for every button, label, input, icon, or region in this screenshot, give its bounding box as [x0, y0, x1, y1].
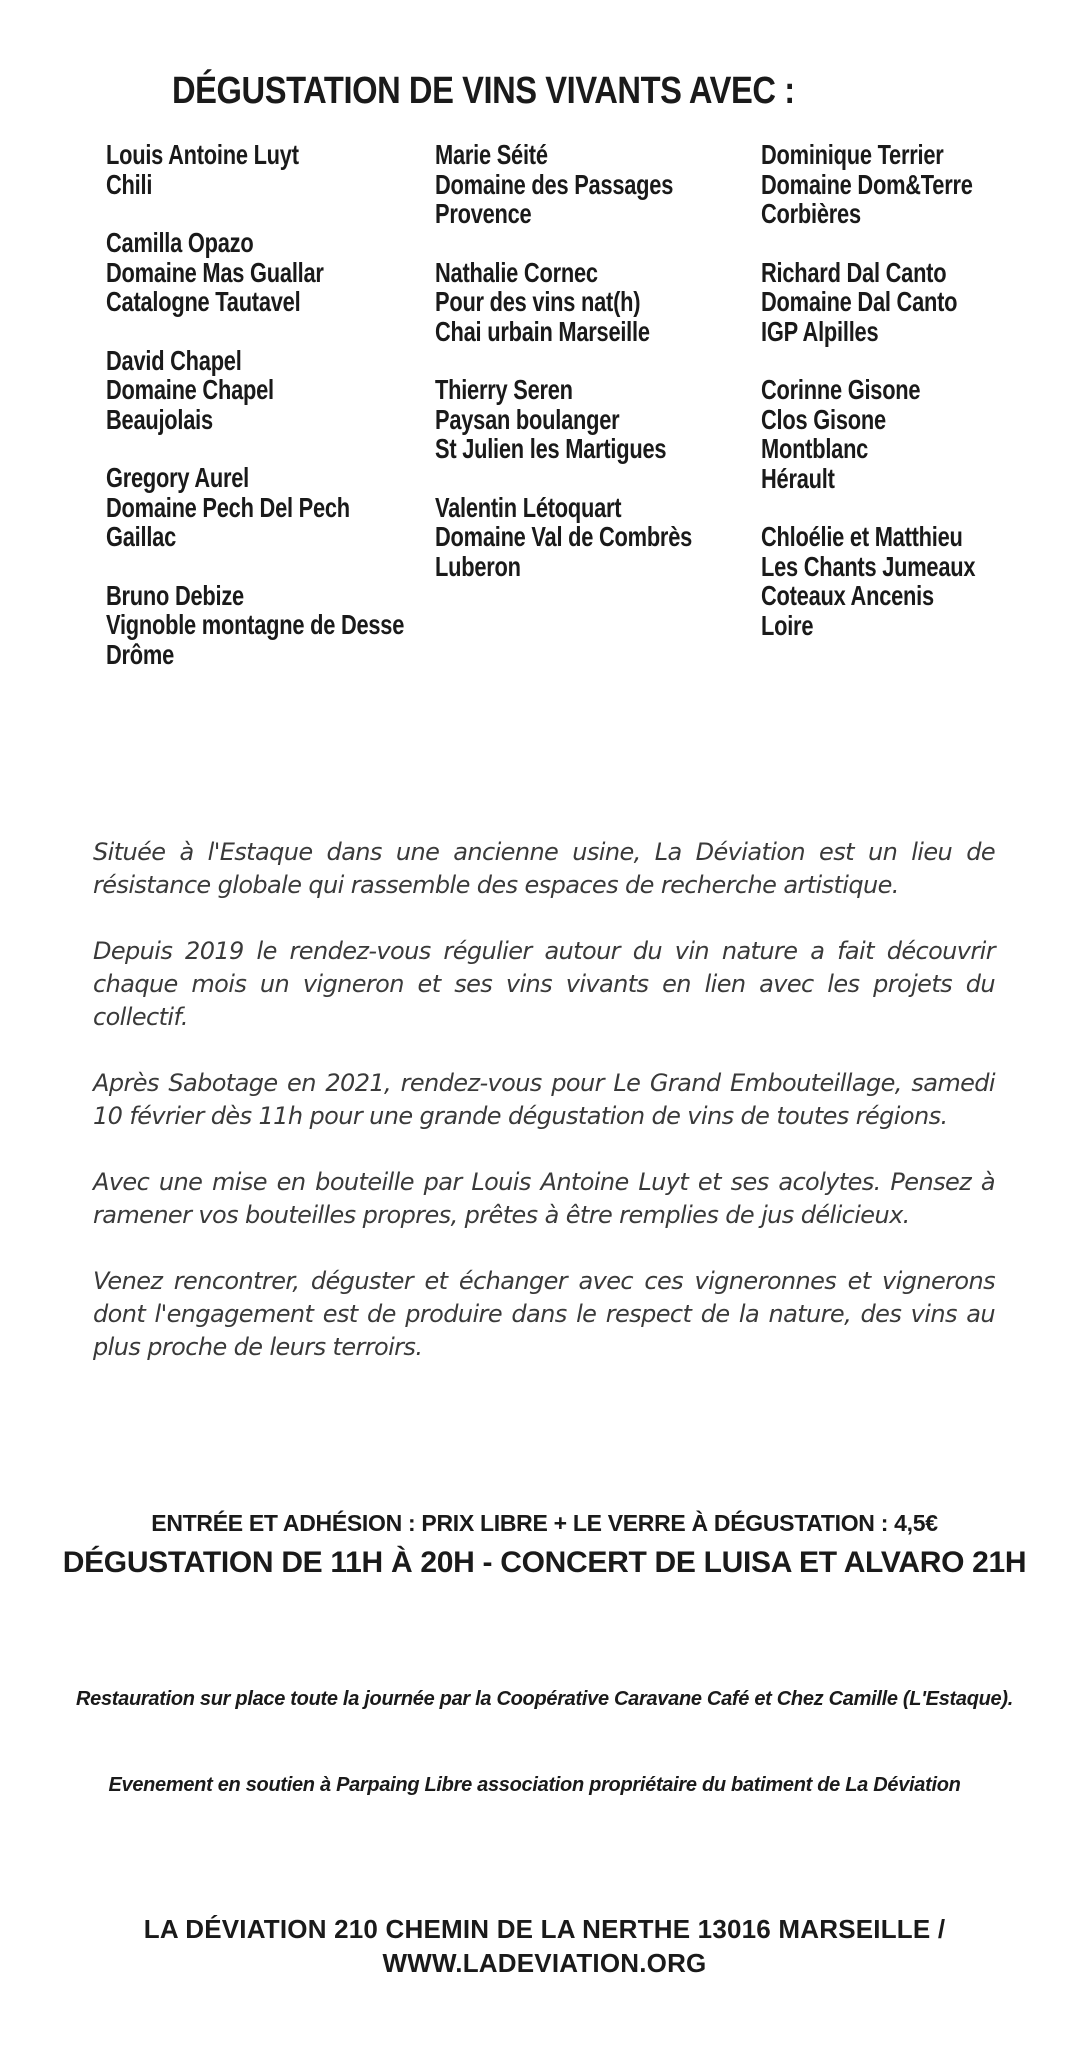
vintner-domain: Domaine des Passages — [435, 168, 674, 200]
vintner-region: Coteaux Ancenis — [761, 580, 934, 611]
vintner-domain: Pour des vins nat(h) — [435, 286, 641, 317]
venue-address — [0, 1912, 1089, 1980]
vintner-domain: Domaine Chapel — [106, 374, 274, 405]
vintner-entry — [106, 140, 371, 199]
vintner-name: Nathalie Cornec — [435, 256, 598, 288]
intro-paragraph: Après Sabotage en 2021, rendez-vous pour Le Grand Embouteillage, samedi 10 février dès 11h pour une grande dégustation de vins de toutes régions. — [93, 1069, 995, 1130]
vintner-region: Chili — [106, 168, 153, 200]
vintner-domain: Vignoble montagne de Desse — [106, 609, 405, 640]
vintner-region-detail: Hérault — [761, 462, 835, 494]
vintner-name: Chloélie et Matthieu — [761, 521, 963, 552]
website-link[interactable]: WWW.LADEVIATION.ORG — [382, 1948, 707, 1978]
support-note: Evenement en soutien à Parpaing Libre association propriétaire du batiment de La Déviation — [108, 1774, 961, 1796]
vintner-entry — [435, 140, 700, 229]
vintner-name: Bruno Debize — [106, 579, 244, 611]
vintner-name: Thierry Seren — [435, 374, 573, 405]
vintner-domain: Les Chants Jumeaux — [761, 550, 976, 582]
restaurant-note: Restauration sur place toute la journée par la Coopérative Caravane Café et Chez Camille (L'Estaque). — [76, 1688, 1013, 1710]
address-line: LA DÉVIATION 210 CHEMIN DE LA NERTHE 13016 MARSEILLE / — [143, 1914, 946, 1944]
event-hours: DÉGUSTATION DE 11H À 20H - CONCERT DE LUISA ET ALVARO 21H — [62, 1546, 1027, 1579]
vintner-entry — [435, 375, 700, 464]
vintner-region: Chai urbain Marseille — [435, 315, 650, 347]
vintner-region: Corbières — [761, 198, 861, 229]
vintner-name: David Chapel — [106, 344, 242, 376]
vintner-entry — [106, 579, 405, 670]
intro-paragraph: Venez rencontrer, déguster et échanger avec ces vigneronnes et vignerons dont l'engagement est de produire dans le respect de la nature, des vins au plus proche de leurs terroirs. — [93, 1267, 995, 1361]
vintner-entry — [435, 493, 700, 582]
vintner-entry — [106, 228, 371, 317]
intro-paragraph: Située à l'Estaque dans une ancienne usine, La Déviation est un lieu de résistance globale qui rassemble des espaces de recherche artistique. — [93, 838, 995, 899]
vintner-entry — [106, 463, 371, 552]
vintner-name: Valentin Létoquart — [435, 491, 622, 523]
vintner-domain: Domaine Pech Del Pech — [106, 491, 350, 523]
vintner-region: Montblanc — [761, 433, 869, 464]
vintner-region: Gaillac — [106, 521, 176, 552]
vintner-column-1 — [106, 140, 446, 698]
vintner-region: Drôme — [106, 638, 175, 670]
vintner-domain: Domaine Dom&Terre — [761, 168, 973, 200]
vintner-domain: Domaine Dal Canto — [761, 286, 958, 317]
vintner-name: Corinne Gisone — [761, 374, 921, 405]
vintner-entry — [106, 346, 371, 435]
page-title: DÉGUSTATION DE VINS VIVANTS AVEC : — [172, 70, 795, 112]
vintner-domain: Domaine Val de Combrès — [435, 521, 693, 552]
vintner-region: Luberon — [435, 550, 521, 582]
vintner-column-3 — [761, 140, 1089, 669]
entry-price: ENTRÉE ET ADHÉSION : PRIX LIBRE + LE VERRE À DÉGUSTATION : 4,5€ — [151, 1510, 938, 1536]
vintner-region: IGP Alpilles — [761, 315, 879, 347]
vintner-name: Camilla Opazo — [106, 227, 254, 258]
vintner-region: St Julien les Martigues — [435, 433, 667, 464]
vintner-name: Gregory Aurel — [106, 462, 250, 493]
vintner-domain: Clos Gisone — [761, 403, 886, 435]
vintner-entry — [761, 522, 1026, 640]
intro-paragraph: Avec une mise en bouteille par Louis Antoine Luyt et ses acolytes. Pensez à ramener vos bouteilles propres, prêtes à être remplies de jus délicieux. — [93, 1168, 995, 1229]
vintner-entry — [435, 258, 700, 347]
vintner-column-2 — [435, 140, 775, 610]
vintner-entry — [761, 258, 1026, 347]
vintner-name: Richard Dal Canto — [761, 256, 947, 288]
vintner-region: Catalogne Tautavel — [106, 286, 301, 317]
vintner-domain: Domaine Mas Guallar — [106, 256, 324, 288]
vintner-name: Louis Antoine Luyt — [106, 139, 299, 170]
intro-paragraph: Depuis 2019 le rendez-vous régulier autour du vin nature a fait découvrir chaque mois un vigneron et ses vins vivants en lien avec les projets du collectif. — [93, 937, 995, 1031]
vintner-region: Provence — [435, 198, 532, 229]
vintner-domain: Paysan boulanger — [435, 403, 620, 435]
vintner-name: Marie Séité — [435, 139, 548, 170]
vintner-region: Beaujolais — [106, 403, 213, 435]
vintner-entry — [761, 375, 1026, 493]
vintner-region-detail: Loire — [761, 609, 814, 641]
vintner-entry — [761, 140, 1026, 229]
vintner-name: Dominique Terrier — [761, 139, 944, 170]
intro-text — [93, 836, 995, 1397]
